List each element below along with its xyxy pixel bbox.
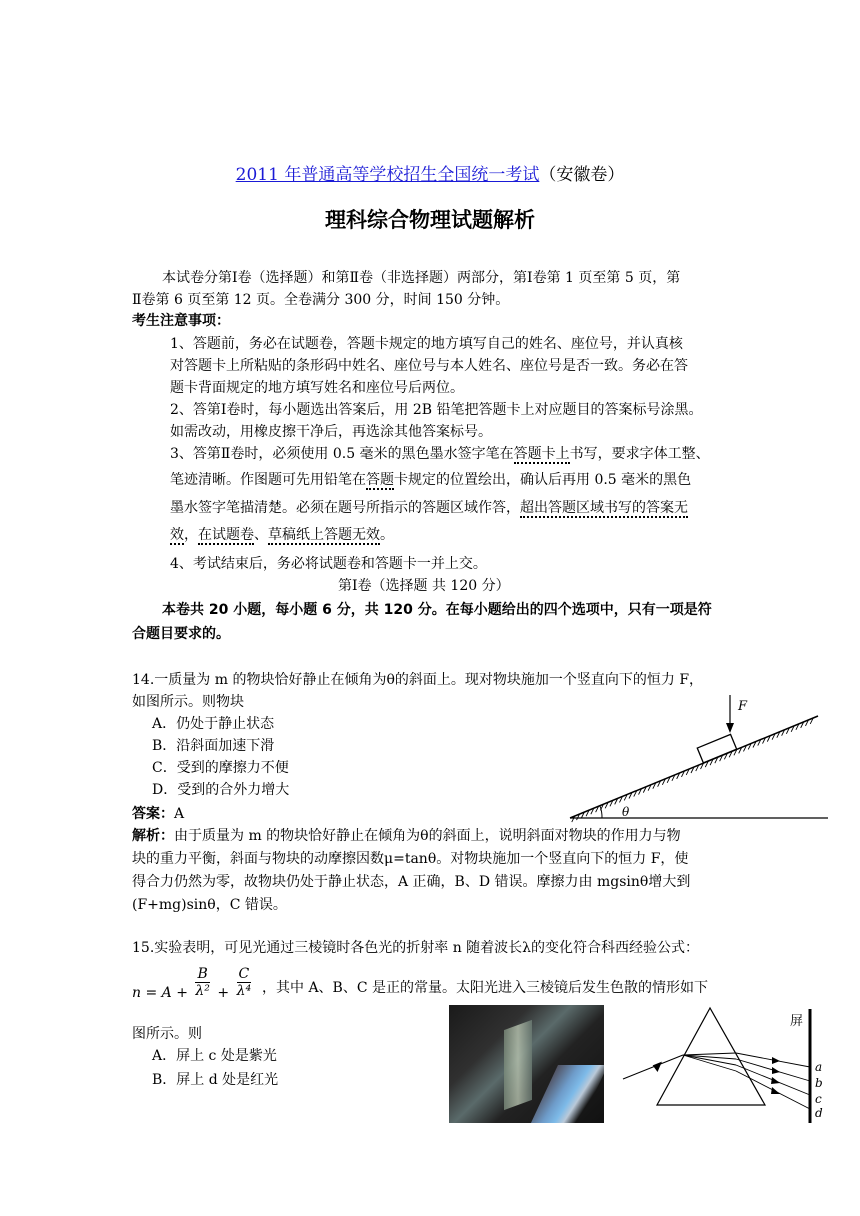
incline-figure xyxy=(560,690,830,825)
q15-stem-line-1: 15.实验表明，可见光通过三棱镜时各色光的折射率 n 随着波长λ的变化符合科西经验公式： xyxy=(132,940,700,956)
notice-2-line-1: 2、答第Ⅰ卷时，每小题选出答案后，用 2B 铅笔把答题卡上对应题目的答案标号涂黑。 xyxy=(170,402,703,418)
formula-plus: + xyxy=(217,984,230,1001)
exam-title xyxy=(0,160,860,185)
emphasis-draft-invalid: 草稿纸上答题无效 xyxy=(268,527,380,543)
q14-option-a: A．仍处于静止状态 xyxy=(152,716,275,732)
ray-arrowheads xyxy=(771,1057,780,1094)
emphasis-invalid: 效 xyxy=(170,527,184,543)
prism-photo xyxy=(449,1005,604,1123)
analysis-text: 由于质量为 m 的物块恰好静止在倾角为θ的斜面上，说明斜面对物块的作用力与物 xyxy=(174,828,681,844)
notice-1-line-1: 1、答题前，务必在试题卷，答题卡规定的地方填写自己的姓名、座位号，并认真核 xyxy=(170,336,683,352)
q14-analysis-line-3: 得合力仍然为零，故物块仍处于静止状态，A 正确，B、D 错误。摩擦力由 mgsinθ增大到 xyxy=(132,874,691,890)
notice-3-text: 。 xyxy=(380,527,394,543)
notice-3-text: 书写，要求字体工整、 xyxy=(569,446,710,462)
q14-option-b: B．沿斜面加速下滑 xyxy=(152,738,275,754)
section-heading: 第Ⅰ卷（选择题 共 120 分） xyxy=(338,578,510,594)
spectrum-glow xyxy=(530,1065,604,1123)
q15-stem-line-2: ，其中 A、B、C 是正的常量。太阳光进入三棱镜后发生色散的情形如下 xyxy=(262,980,709,996)
screen-point-b: b xyxy=(815,1076,823,1090)
notice-3-text: 卡规定的位置绘出，确认后再用 0.5 毫米的黑色 xyxy=(394,472,692,488)
q15-option-b: B．屏上 d 处是红光 xyxy=(152,1072,279,1088)
emphasis-answer-card: 答题卡上 xyxy=(513,446,570,462)
notice-heading: 考生注意事项： xyxy=(132,313,230,329)
screen-label: 屏 xyxy=(790,1014,804,1029)
page-subtitle: 理科综合物理试题解析 xyxy=(325,208,535,232)
answer-label: 答案： xyxy=(132,806,174,822)
analysis-label: 解析： xyxy=(132,828,174,844)
q14-answer xyxy=(132,804,184,824)
refracted-rays xyxy=(683,1053,736,1071)
notice-3-text: 3、答第Ⅱ卷时，必须使用 0.5 毫米的黑色墨水签字笔在 xyxy=(170,446,514,462)
notice-3-text: 笔迹清晰。作图题可先用铅笔在 xyxy=(170,472,366,488)
intro-line-2: Ⅱ卷第 6 页至第 12 页。全卷满分 300 分，时间 150 分钟。 xyxy=(132,292,510,308)
force-arrowhead xyxy=(726,723,734,733)
section-desc-line-2: 合题目要求的。 xyxy=(132,626,230,642)
formula-denominator-l2: λ² xyxy=(195,983,210,999)
q15-option-a: A．屏上 c 处是紫光 xyxy=(152,1048,277,1064)
notice-3-line-4 xyxy=(170,525,394,545)
q15-stem-line-3: 图所示。则 xyxy=(132,1026,202,1042)
notice-3-text: 墨水签字笔描清楚。必须在题号所指示的答题区域作答， xyxy=(170,500,520,516)
force-label: F xyxy=(738,699,748,714)
q14-option-d: D．受到的合外力增大 xyxy=(152,782,290,798)
screen-point-d: d xyxy=(815,1106,823,1120)
cauchy-formula xyxy=(132,966,254,999)
notice-3-text: 、 xyxy=(254,527,268,543)
screen-point-c: c xyxy=(815,1092,822,1106)
prism-diagram xyxy=(615,1005,830,1130)
notice-3-line-2 xyxy=(170,470,691,490)
exam-title-link[interactable]: 2011 年普通高等学校招生全国统一考试 xyxy=(235,165,540,185)
notice-4: 4、考试结束后，务必将试题卷和答题卡一并上交。 xyxy=(170,556,487,572)
formula-numerator-c: C xyxy=(238,966,250,982)
q14-stem-line-2: 如图所示。则物块 xyxy=(132,694,244,710)
q14-analysis-line-2: 块的重力平衡，斜面与物块的动摩擦因数μ=tanθ。对物块施加一个竖直向下的恒力 F，使 xyxy=(132,851,689,867)
formula-denominator-l4: λ⁴ xyxy=(236,983,252,999)
notice-1-line-3: 题卡背面规定的地方填写姓名和座位号后两位。 xyxy=(170,380,464,396)
section-desc-line-1: 本卷共 20 小题，每小题 6 分，共 120 分。在每小题给出的四个选项中，只有一项是符 xyxy=(162,602,712,618)
angle-label: θ xyxy=(622,805,630,819)
notice-3-line-1 xyxy=(170,444,710,464)
notice-1-line-2: 对答题卡上所粘贴的条形码中姓名、座位号与本人姓名、座位号是否一致。务必在答 xyxy=(170,358,688,374)
emphasis-answer: 答题 xyxy=(366,472,394,488)
q14-stem-line-1: 14.一质量为 m 的物块恰好静止在倾角为θ的斜面上。现对物块施加一个竖直向下的恒力 F， xyxy=(132,672,704,688)
notice-2-line-2: 如需改动，用橡皮擦干净后，再选涂其他答案标号。 xyxy=(170,424,492,440)
prism-triangle xyxy=(657,1008,765,1105)
notice-3-text: ， xyxy=(184,527,198,543)
emphasis-test-paper: 在试题卷 xyxy=(198,527,254,543)
screen-point-a: a xyxy=(815,1060,823,1074)
formula-fraction-c xyxy=(237,966,252,999)
q14-analysis-line-4: (F+mg)sinθ，C 错误。 xyxy=(132,897,287,913)
formula-numerator-b: B xyxy=(195,966,210,983)
formula-fraction-b xyxy=(195,966,210,999)
emphasis-out-of-area: 超出答题区域书写的答案无 xyxy=(520,500,688,516)
formula-lhs: n = A + xyxy=(132,984,188,1001)
q14-option-c: C．受到的摩擦力不便 xyxy=(152,760,289,776)
notice-3-line-3 xyxy=(170,498,688,518)
q14-analysis-line-1 xyxy=(132,826,681,846)
intro-line-1: 本试卷分第Ⅰ卷（选择题）和第Ⅱ卷（非选择题）两部分，第Ⅰ卷第 1 页至第 5 页，第 xyxy=(162,270,681,286)
exam-title-suffix: （安徽卷） xyxy=(539,165,625,185)
prism-glass xyxy=(504,1020,532,1110)
incident-ray xyxy=(623,1055,683,1079)
answer-value: A xyxy=(174,806,185,822)
